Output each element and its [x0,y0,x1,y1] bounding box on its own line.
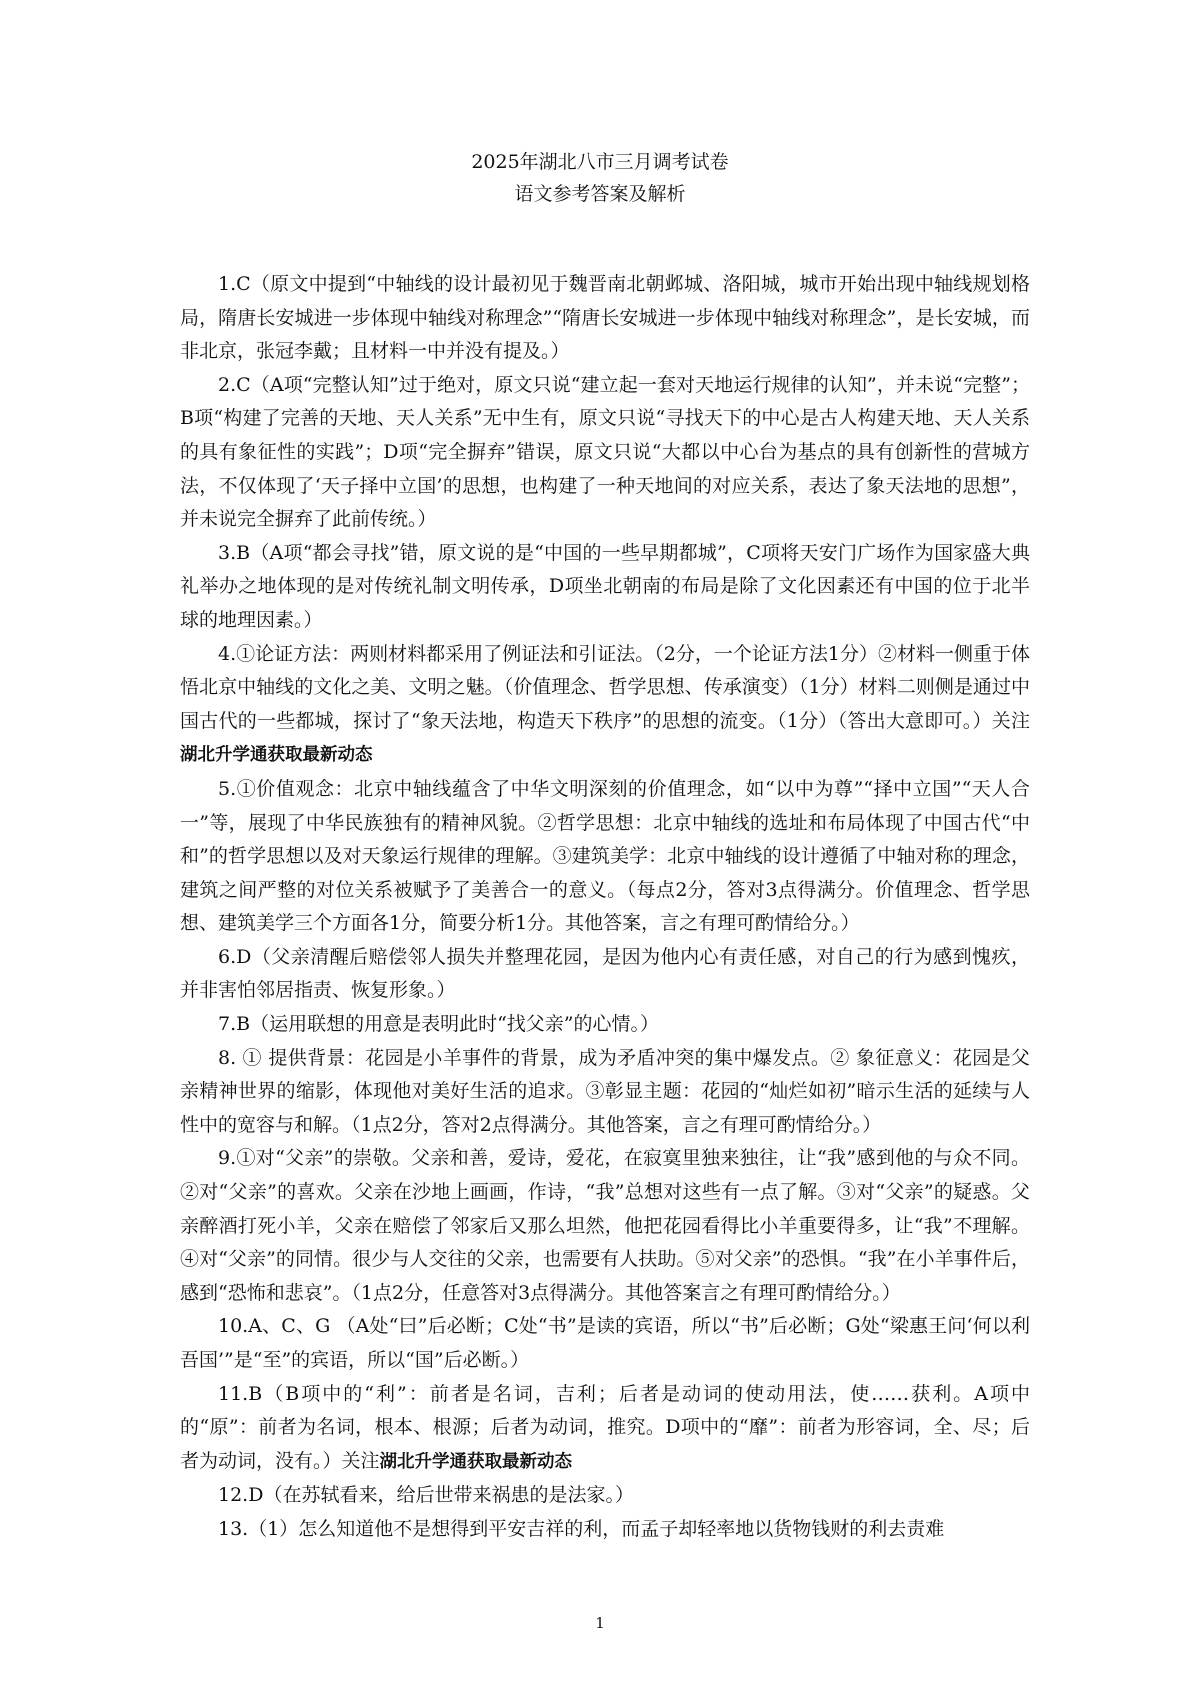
answer-item [180,1142,1030,1310]
answer-text: 11.B（B项中的“利”：前者是名词，吉利；后者是动词的使动用法，使……获利。A项中的“原”：前者为名词，根本、根源；后者为动词，推究。D项中的“靡”：前者为形容词，全、尽；后者为动词，没有。）关注 [180,1382,1030,1472]
answer-item [180,1513,1030,1547]
answer-item [180,773,1030,941]
document-subtitle: 语文参考答案及解析 [514,183,686,205]
promo-text: 湖北升学通获取最新动态 [180,745,373,766]
answer-item [180,537,1030,638]
answer-text: 2.C（A项“完整认知”过于绝对，原文只说“建立起一套对天地运行规律的认知”，并未说“完整”；B项“构建了完善的天地、天人关系”无中生有，原文只说“寻找天下的中心是古人构建天地、天人关系的具有象征性的实践”；D项“完全摒弃”错误，原文只说“大都以中心台为基点的具有创新性的营城方法，不仅体现了‘天子择中立国’的思想，也构建了一种天地间的对应关系，表达了象天法地的思想”，并未说完全摒弃了此前传统。） [180,373,1030,531]
answer-text: 1.C（原文中提到“中轴线的设计最初见于魏晋南北朝邺城、洛阳城，城市开始出现中轴线规划格局，隋唐长安城进一步体现中轴线对称理念”“隋唐长安城进一步体现中轴线对称理念”，是长安城，而非北京，张冠李戴；且材料一中并没有提及。） [180,273,1030,363]
answer-item [180,369,1030,537]
answer-text: 8. ① 提供背景：花园是小羊事件的背景，成为矛盾冲突的集中爆发点。② 象征意义：花园是父亲精神世界的缩影，体现他对美好生活的追求。③彰显主题：花园的“灿烂如初”暗示生活的延续与人性中的宽容与和解。（1点2分，答对2点得满分。其他答案，言之有理可酌情给分。） [180,1046,1030,1136]
answer-item [180,1008,1030,1042]
answer-text: 6.D（父亲清醒后赔偿邻人损失并整理花园，是因为他内心有责任感，对自己的行为感到愧疚，并非害怕邻居指责、恢复形象。） [180,945,1030,1002]
answer-text: 10.A、C、G （A处“曰”后必断；C处“书”是读的宾语，所以“书”后必断；G处“梁惠王问‘何以利吾国’”是“至”的宾语，所以“国”后必断。） [180,1315,1030,1371]
document-title: 2025年湖北八市三月调考试卷 [471,151,729,173]
answer-text: 4.①论证方法：两则材料都采用了例证法和引证法。（2分，一个论证方法1分）②材料一侧重于体悟北京中轴线的文化之美、文明之魅。（价值理念、哲学思想、传承演变）（1分）材料二则侧是通过中国古代的一些都城，探讨了“象天法地，构造天下秩序”的思想的流变。（1分）（答出大意即可。）关注 [180,642,1030,732]
answer-item [180,268,1030,369]
answer-item [180,638,1030,773]
answer-text: 3.B（A项“都会寻找”错，原文说的是“中国的一些早期都城”，C项将天安门广场作为国家盛大典礼举办之地体现的是对传统礼制文明传承，D项坐北朝南的布局是除了文化因素还有中国的位于北半球的地理因素。） [180,541,1030,631]
answer-text: 9.①对“父亲”的崇敬。父亲和善，爱诗，爱花，在寂寞里独来独往，让“我”感到他的与众不同。②对“父亲”的喜欢。父亲在沙地上画画，作诗，“我”总想对这些有一点了解。③对“父亲”的疑惑。父亲醉酒打死小羊，父亲在赔偿了邻家后又那么坦然，他把花园看得比小羊重要得多，让“我”不理解。④对“父亲”的同情。很少与人交往的父亲，也需要有人扶助。⑤对父亲”的恐惧。“我”在小羊事件后，感到“恐怖和悲哀”。（1点2分，任意答对3点得满分。其他答案言之有理可酌情给分。） [180,1147,1030,1304]
answer-item [180,1378,1030,1480]
answer-list [180,268,1030,1547]
answer-item [180,1479,1030,1513]
answer-text: 13.（1）怎么知道他不是想得到平安吉祥的利，而孟子却轻率地以货物钱财的利去责难 [218,1517,945,1540]
answer-text: 7.B（运用联想的用意是表明此时“找父亲”的心情。） [218,1013,660,1036]
answer-text: 12.D（在苏轼看来，给后世带来祸患的是法家。） [218,1484,634,1507]
answer-item [180,1042,1030,1143]
answer-item [180,941,1030,1008]
promo-text: 湖北升学通获取最新动态 [379,1451,573,1472]
answer-text: 5.①价值观念：北京中轴线蕴含了中华文明深刻的价值理念，如“以中为尊”“择中立国”“天人合一”等，展现了中华民族独有的精神风貌。②哲学思想：北京中轴线的选址和布局体现了中国古代“中和”的哲学思想以及对天象运行规律的理解。③建筑美学：北京中轴线的设计遵循了中轴对称的理念，建筑之间严整的对位关系被赋予了美善合一的意义。（每点2分，答对3点得满分。价值理念、哲学思想、建筑美学三个方面各1分，简要分析1分。其他答案，言之有理可酌情给分。） [180,777,1030,935]
answer-item [180,1310,1030,1377]
page-number: 1 [595,1614,605,1632]
